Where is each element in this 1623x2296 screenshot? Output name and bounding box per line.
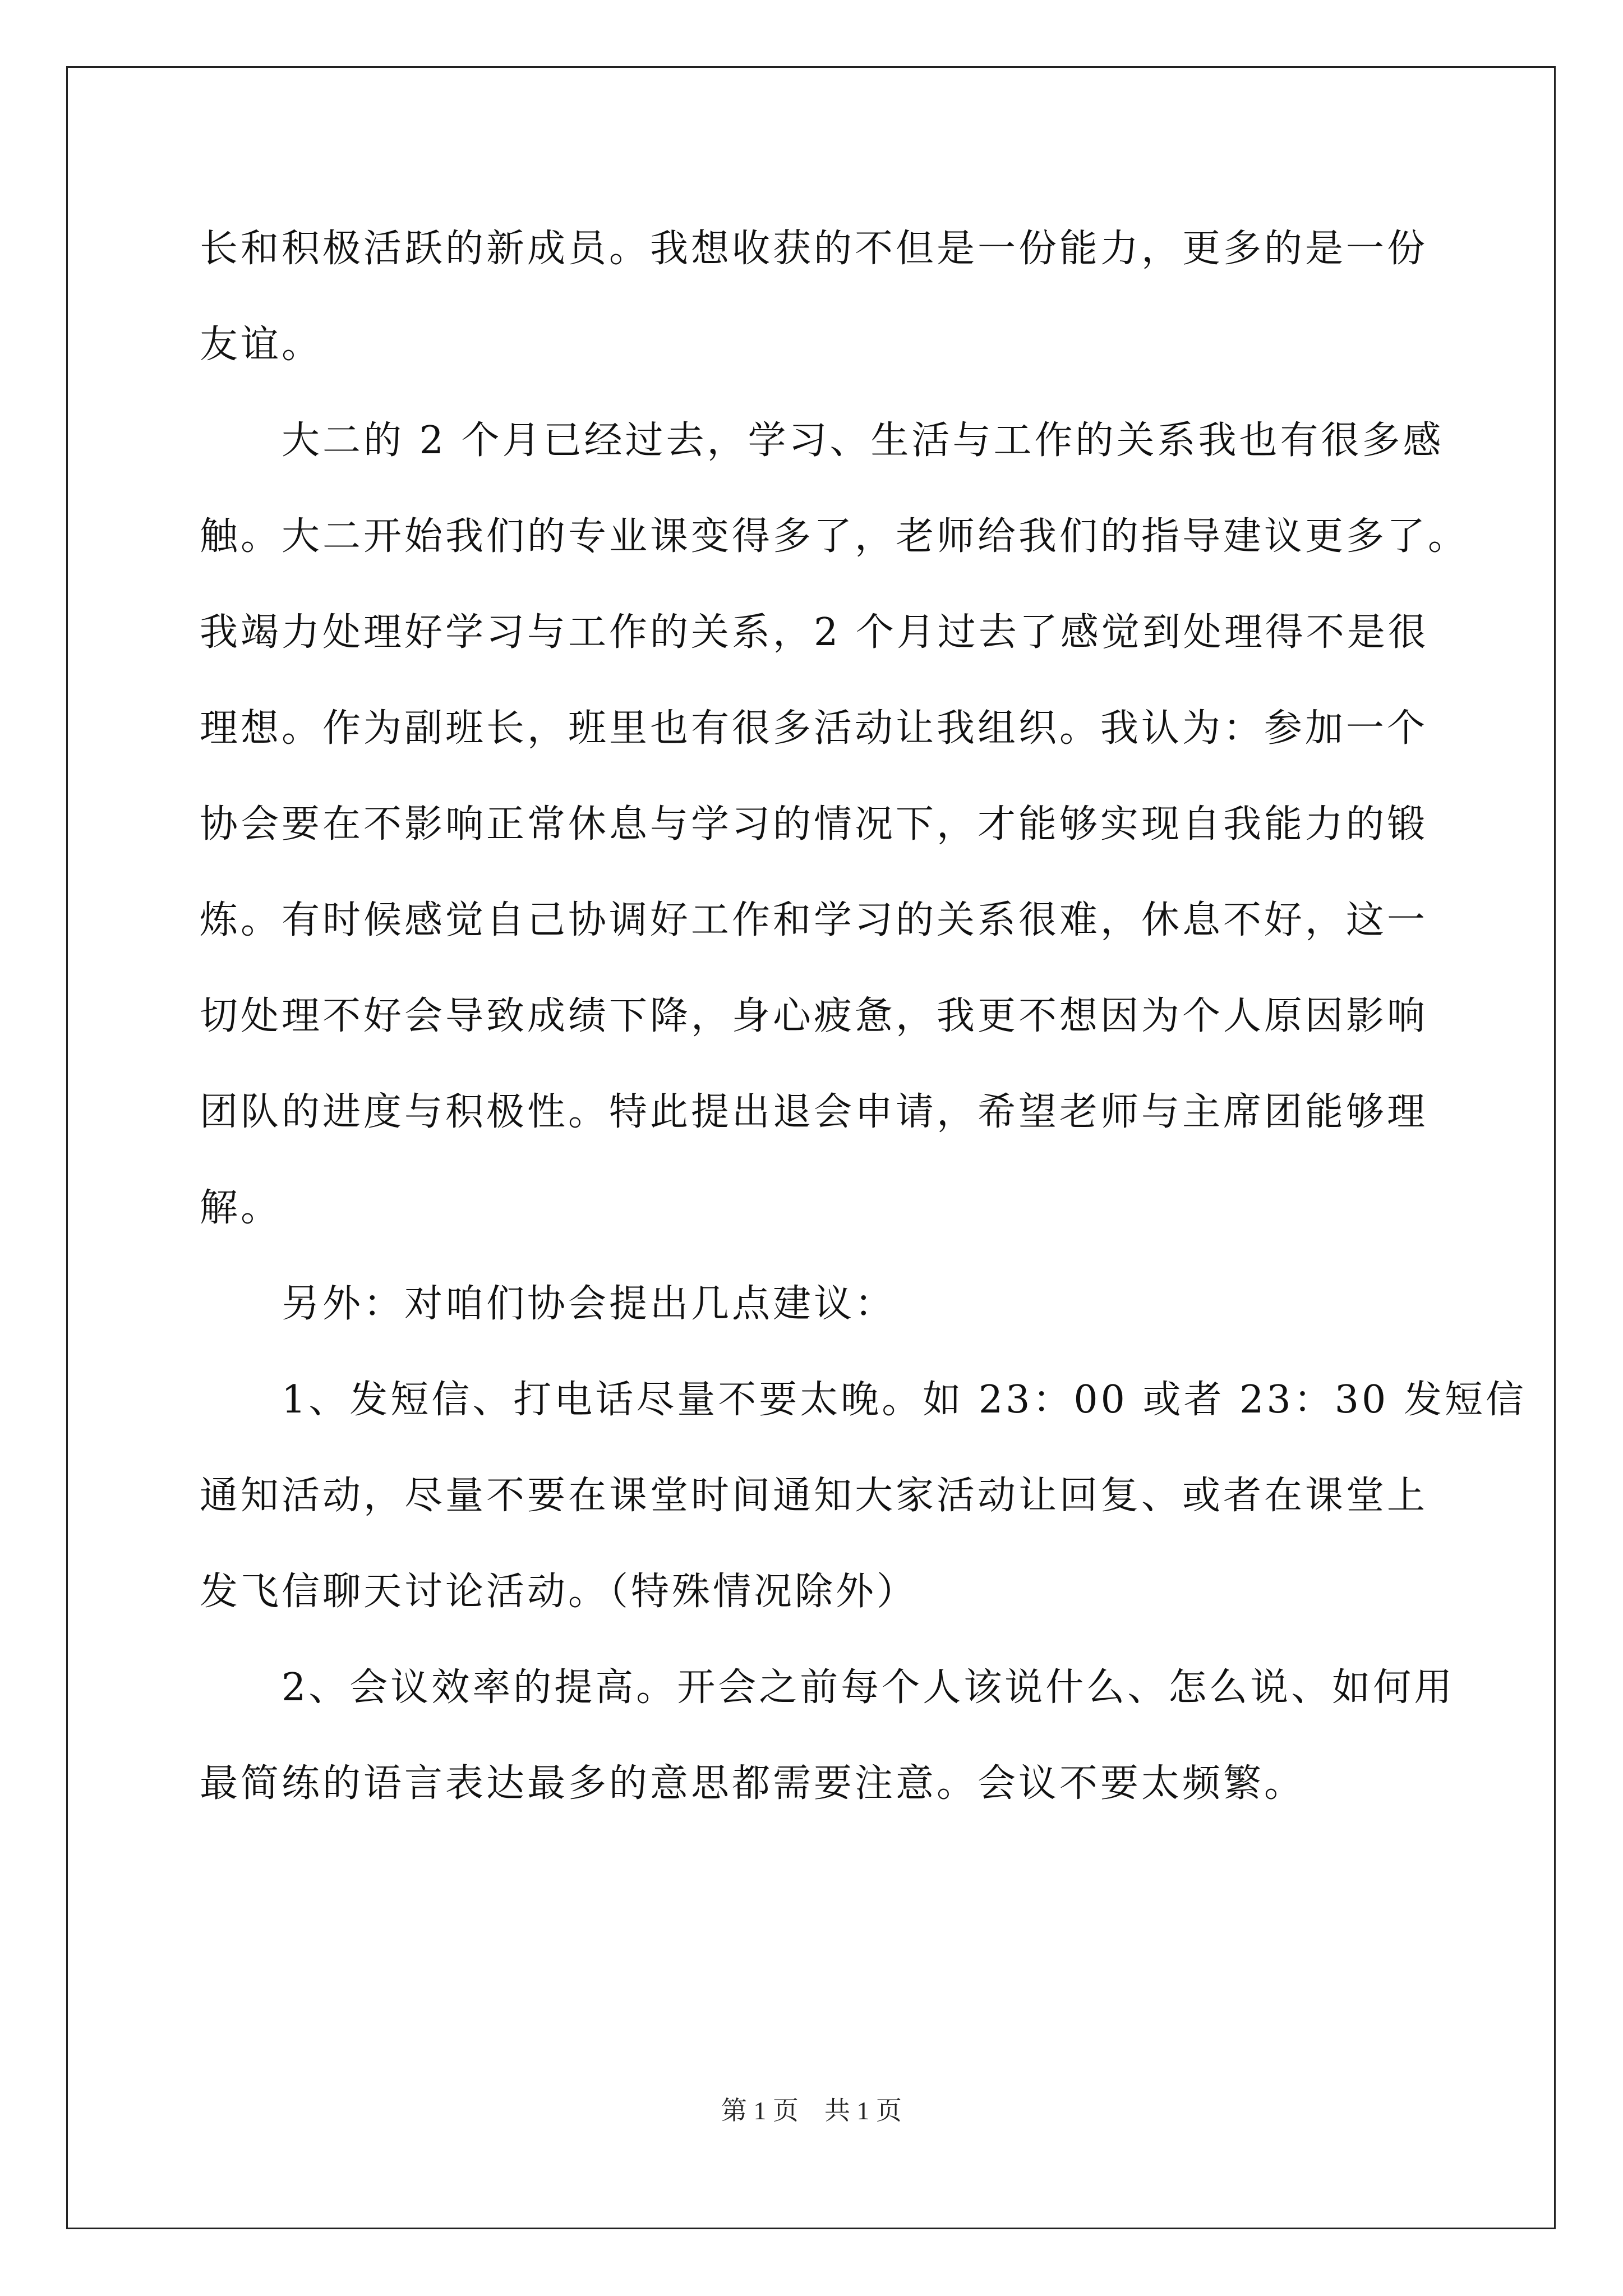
body-text-line: 理想。作为副班长，班里也有很多活动让我组织。我认为：参加一个 bbox=[200, 706, 1428, 751]
paragraph-start-line: 另外：对咱们协会提出几点建议： bbox=[200, 1282, 896, 1326]
body-text-line: 友谊。 bbox=[200, 323, 323, 367]
page-number-footer: 第 1 页 共 1 页 bbox=[721, 2096, 902, 2125]
body-text-line: 我竭力处理好学习与工作的关系，2 个月过去了感觉到处理得不是很 bbox=[200, 610, 1429, 655]
body-text-line: 解。 bbox=[200, 1186, 282, 1230]
list-item-1-line: 通知活动，尽量不要在课堂时间通知大家活动让回复、或者在课堂上 bbox=[200, 1474, 1428, 1518]
body-text-line: 触。大二开始我们的专业课变得多了，老师给我们的指导建议更多了。 bbox=[200, 514, 1469, 559]
list-item-1-line: 发飞信聊天讨论活动。（特殊情况除外） bbox=[200, 1570, 918, 1614]
list-item-2-line: 最简练的语言表达最多的意思都需要注意。会议不要太频繁。 bbox=[200, 1761, 1306, 1806]
body-text-line: 切处理不好会导致成绩下降，身心疲惫，我更不想因为个人原因影响 bbox=[200, 994, 1428, 1038]
body-text-line: 团队的进度与积极性。特此提出退会申请，希望老师与主席团能够理 bbox=[200, 1090, 1428, 1134]
body-text-line: 炼。有时候感觉自己协调好工作和学习的关系很难，休息不好，这一 bbox=[200, 898, 1428, 942]
list-item-2-line: 2、会议效率的提高。开会之前每个人该说什么、怎么说、如何用 bbox=[200, 1665, 1455, 1710]
body-text-line: 长和积极活跃的新成员。我想收获的不但是一份能力，更多的是一份 bbox=[200, 227, 1428, 271]
list-item-1-line: 1、发短信、打电话尽量不要太晚。如 23：00 或者 23：30 发短信 bbox=[200, 1378, 1527, 1422]
page-border bbox=[66, 66, 1556, 2229]
paragraph-start-line: 大二的 2 个月已经过去，学习、生活与工作的关系我也有很多感 bbox=[200, 418, 1444, 463]
body-text-line: 协会要在不影响正常休息与学习的情况下，才能够实现自我能力的锻 bbox=[200, 802, 1428, 846]
